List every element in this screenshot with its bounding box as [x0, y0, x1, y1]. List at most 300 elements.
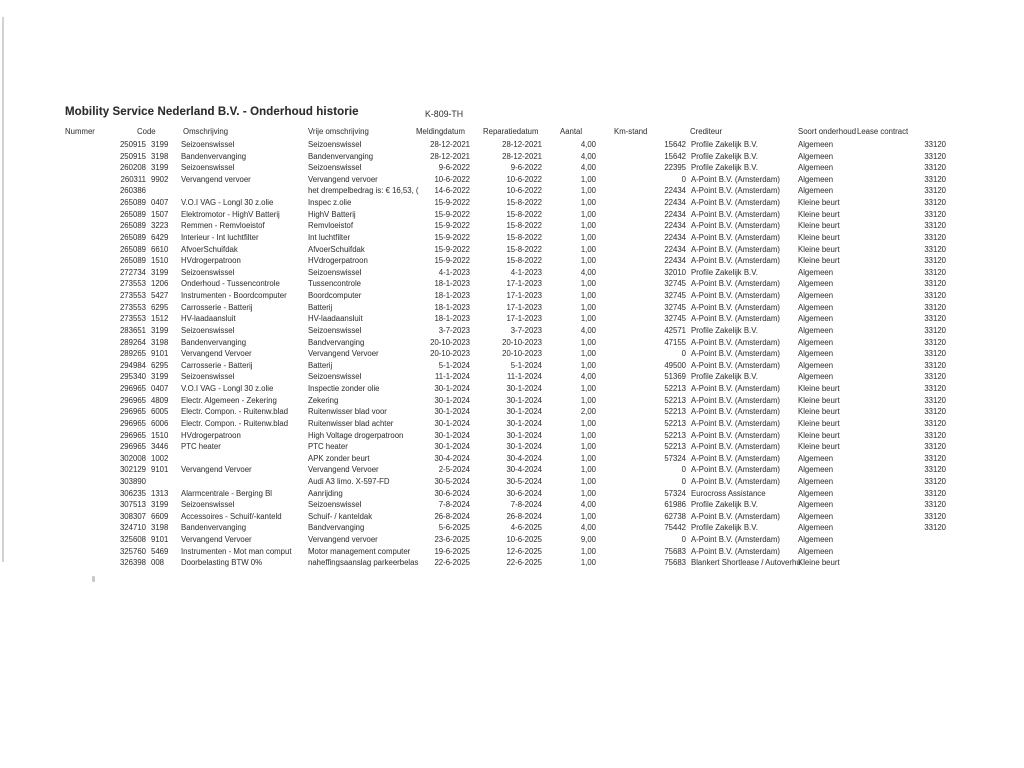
cell-aantal: 9,00: [580, 535, 596, 545]
column-header-vrije_omschrijving: Vrije omschrijving: [308, 127, 369, 136]
cell-reparatiedatum: 15-8-2022: [506, 232, 542, 242]
cell-aantal: 1,00: [580, 442, 596, 452]
cell-km_stand: 75442: [664, 523, 686, 533]
cell-aantal: 1,00: [580, 291, 596, 301]
cell-lease_contract: 33120: [924, 314, 946, 324]
cell-omschrijving: HV-laadaansluit: [181, 314, 236, 324]
cell-soort_onderhoud: Algemeen: [798, 523, 834, 533]
cell-reparatiedatum: 30-1-2024: [506, 430, 542, 440]
cell-meldingdatum: 20-10-2023: [430, 349, 470, 359]
table-row: [0, 383, 1024, 395]
page-title: Mobility Service Nederland B.V. - Onderhoud historie: [65, 106, 359, 118]
cell-vrije_omschrijving: Aanrijding: [308, 488, 343, 498]
cell-omschrijving: Doorbelasting BTW 0%: [181, 558, 263, 568]
cell-soort_onderhoud: Kleine beurt: [798, 244, 840, 254]
cell-crediteur: A-Point B.V. (Amsterdam): [691, 279, 780, 289]
cell-omschrijving: Carrosserie - Batterij: [181, 302, 253, 312]
cell-km_stand: 0: [681, 349, 686, 359]
cell-reparatiedatum: 30-1-2024: [506, 384, 542, 394]
cell-km_stand: 22434: [664, 232, 686, 242]
cell-nummer: 289264: [119, 337, 146, 347]
cell-nummer: 294984: [119, 360, 146, 370]
cell-km_stand: 15642: [664, 151, 686, 161]
cell-lease_contract: 33120: [924, 221, 946, 231]
cell-meldingdatum: 30-1-2024: [434, 430, 470, 440]
cell-meldingdatum: 5-6-2025: [438, 523, 470, 533]
table-row: [0, 430, 1024, 442]
cell-soort_onderhoud: Kleine beurt: [798, 256, 840, 266]
cell-vrije_omschrijving: Inspectie zonder olie: [308, 384, 380, 394]
cell-lease_contract: 33120: [924, 453, 946, 463]
cell-reparatiedatum: 9-6-2022: [510, 163, 542, 173]
cell-soort_onderhoud: Algemeen: [798, 151, 834, 161]
cell-code: 008: [151, 558, 165, 568]
cell-meldingdatum: 19-6-2025: [434, 546, 470, 556]
cell-vrije_omschrijving: HighV Batterij: [308, 209, 356, 219]
cell-lease_contract: 33120: [924, 488, 946, 498]
cell-lease_contract: 33120: [924, 198, 946, 208]
cell-crediteur: A-Point B.V. (Amsterdam): [691, 244, 780, 254]
cell-omschrijving: HVdrogerpatroon: [181, 430, 241, 440]
cell-crediteur: A-Point B.V. (Amsterdam): [691, 465, 780, 475]
cell-omschrijving: AfvoerSchuifdak: [181, 244, 238, 254]
cell-soort_onderhoud: Algemeen: [798, 372, 834, 382]
cell-nummer: 273553: [119, 302, 146, 312]
cell-soort_onderhoud: Algemeen: [798, 476, 834, 486]
table-body: [0, 139, 1024, 579]
cell-nummer: 265089: [119, 209, 146, 219]
cell-nummer: 326398: [119, 558, 146, 568]
cell-soort_onderhoud: Kleine beurt: [798, 407, 840, 417]
cell-vrije_omschrijving: Seizoenswissel: [308, 163, 362, 173]
cell-reparatiedatum: 5-1-2024: [510, 360, 542, 370]
cell-omschrijving: V.O.I VAG - Longl 30 z.olie: [181, 198, 274, 208]
cell-reparatiedatum: 30-1-2024: [506, 395, 542, 405]
cell-reparatiedatum: 30-4-2024: [506, 453, 542, 463]
cell-km_stand: 51369: [664, 372, 686, 382]
cell-crediteur: A-Point B.V. (Amsterdam): [691, 360, 780, 370]
cell-aantal: 2,00: [580, 407, 596, 417]
table-row: [0, 476, 1024, 488]
cell-nummer: 296965: [119, 407, 146, 417]
cell-soort_onderhoud: Kleine beurt: [798, 232, 840, 242]
cell-soort_onderhoud: Algemeen: [798, 314, 834, 324]
cell-soort_onderhoud: Algemeen: [798, 488, 834, 498]
cell-code: 0407: [151, 384, 169, 394]
cell-lease_contract: 33120: [924, 523, 946, 533]
cell-code: 6610: [151, 244, 169, 254]
table-row: [0, 348, 1024, 360]
cell-crediteur: Profile Zakelijk B.V.: [691, 523, 758, 533]
cell-reparatiedatum: 30-4-2024: [506, 465, 542, 475]
cell-nummer: 273553: [119, 279, 146, 289]
cell-meldingdatum: 15-9-2022: [434, 232, 470, 242]
cell-meldingdatum: 18-1-2023: [434, 302, 470, 312]
cell-km_stand: 22434: [664, 221, 686, 231]
cell-km_stand: 42571: [664, 325, 686, 335]
cell-code: 4809: [151, 395, 169, 405]
cell-km_stand: 57324: [664, 488, 686, 498]
cell-lease_contract: 33120: [924, 476, 946, 486]
cell-omschrijving: Electr. Compon. - Ruitenw.blad: [181, 418, 289, 428]
cell-nummer: 296965: [119, 442, 146, 452]
cell-omschrijving: Seizoenswissel: [181, 163, 235, 173]
cell-crediteur: A-Point B.V. (Amsterdam): [691, 256, 780, 266]
cell-vrije_omschrijving: Seizoenswissel: [308, 500, 362, 510]
cell-meldingdatum: 15-9-2022: [434, 256, 470, 266]
cell-omschrijving: Seizoenswissel: [181, 140, 235, 149]
cell-vrije_omschrijving: Vervangend vervoer: [308, 535, 378, 545]
cell-code: 9902: [151, 174, 169, 184]
cell-nummer: 283651: [119, 325, 146, 335]
cell-km_stand: 47155: [664, 337, 686, 347]
table-row: [0, 337, 1024, 349]
cell-lease_contract: 33120: [924, 430, 946, 440]
cell-code: 3198: [151, 337, 169, 347]
table-row: [0, 290, 1024, 302]
cell-soort_onderhoud: Algemeen: [798, 140, 834, 149]
cell-reparatiedatum: 28-12-2021: [502, 140, 542, 149]
cell-crediteur: A-Point B.V. (Amsterdam): [691, 221, 780, 231]
cell-nummer: 308307: [119, 511, 146, 521]
cell-vrije_omschrijving: naheffingsaanslag parkeerbelas: [308, 558, 419, 568]
cell-reparatiedatum: 11-1-2024: [507, 372, 542, 382]
cell-reparatiedatum: 15-8-2022: [506, 256, 542, 266]
cell-aantal: 1,00: [580, 232, 596, 242]
cell-nummer: 303890: [119, 476, 146, 486]
cell-soort_onderhoud: Algemeen: [798, 511, 834, 521]
cell-km_stand: 32745: [664, 302, 686, 312]
cell-omschrijving: Seizoenswissel: [181, 372, 235, 382]
table-row: [0, 244, 1024, 256]
cell-crediteur: A-Point B.V. (Amsterdam): [691, 291, 780, 301]
cell-soort_onderhoud: Algemeen: [798, 267, 834, 277]
cell-nummer: 260311: [120, 174, 146, 184]
cell-crediteur: A-Point B.V. (Amsterdam): [691, 337, 780, 347]
cell-code: 6006: [151, 418, 169, 428]
cell-vrije_omschrijving: Int luchtfilter: [308, 232, 351, 242]
cell-lease_contract: 33120: [924, 372, 946, 382]
cell-crediteur: Profile Zakelijk B.V.: [691, 500, 758, 510]
table-row: [0, 499, 1024, 511]
cell-vrije_omschrijving: het drempelbedrag is: € 16,53, (: [308, 186, 419, 196]
cell-lease_contract: 33120: [924, 267, 946, 277]
table-row: [0, 220, 1024, 232]
cell-lease_contract: 33120: [924, 209, 946, 219]
cell-meldingdatum: 28-12-2021: [430, 151, 470, 161]
cell-aantal: 1,00: [580, 174, 596, 184]
cell-omschrijving: Carrosserie - Batterij: [181, 360, 253, 370]
cell-nummer: 250915: [119, 140, 146, 149]
cell-km_stand: 22434: [664, 186, 686, 196]
cell-omschrijving: Interieur - Int luchtfilter: [181, 232, 259, 242]
cell-km_stand: 62738: [664, 511, 686, 521]
cell-soort_onderhoud: Algemeen: [798, 337, 834, 347]
cell-crediteur: Profile Zakelijk B.V.: [691, 163, 758, 173]
cell-meldingdatum: 22-6-2025: [434, 558, 470, 568]
cell-code: 6295: [151, 302, 169, 312]
cell-aantal: 1,00: [580, 558, 596, 568]
table-row: [0, 197, 1024, 209]
cell-crediteur: A-Point B.V. (Amsterdam): [691, 395, 780, 405]
cell-vrije_omschrijving: Motor management computer: [308, 546, 411, 556]
cell-code: 1313: [151, 488, 169, 498]
cell-aantal: 4,00: [580, 267, 596, 277]
cell-meldingdatum: 18-1-2023: [434, 314, 470, 324]
column-header-reparatiedatum: Reparatiedatum: [483, 127, 539, 136]
cell-crediteur: A-Point B.V. (Amsterdam): [691, 314, 780, 324]
cell-reparatiedatum: 15-8-2022: [506, 221, 542, 231]
license-plate: K-809-TH: [425, 109, 464, 119]
cell-meldingdatum: 2-5-2024: [438, 465, 470, 475]
cell-crediteur: A-Point B.V. (Amsterdam): [691, 453, 780, 463]
cell-km_stand: 75683: [664, 546, 686, 556]
table-row: [0, 395, 1024, 407]
cell-crediteur: A-Point B.V. (Amsterdam): [691, 174, 780, 184]
cell-soort_onderhoud: Algemeen: [798, 291, 834, 301]
table-row: [0, 162, 1024, 174]
cell-km_stand: 32010: [664, 267, 686, 277]
column-header-omschrijving: Omschrijving: [183, 127, 229, 136]
cell-meldingdatum: 23-6-2025: [434, 535, 470, 545]
cell-nummer: 296965: [119, 430, 146, 440]
cell-soort_onderhoud: Algemeen: [798, 325, 834, 335]
table-row: [0, 511, 1024, 523]
cell-aantal: 1,00: [580, 395, 596, 405]
cell-vrije_omschrijving: APK zonder beurt: [308, 453, 370, 463]
cell-omschrijving: Vervangend Vervoer: [181, 535, 252, 545]
cell-aantal: 1,00: [580, 209, 596, 219]
cell-lease_contract: 33120: [924, 279, 946, 289]
cell-nummer: 265089: [119, 232, 146, 242]
cell-reparatiedatum: 30-6-2024: [506, 488, 542, 498]
cell-crediteur: A-Point B.V. (Amsterdam): [691, 430, 780, 440]
table-row: [0, 557, 1024, 569]
cell-nummer: 302008: [119, 453, 146, 463]
table-row: [0, 441, 1024, 453]
cell-code: 6429: [151, 232, 169, 242]
cell-aantal: 1,00: [580, 418, 596, 428]
cell-soort_onderhoud: Kleine beurt: [798, 198, 840, 208]
table-row: [0, 267, 1024, 279]
cell-meldingdatum: 9-6-2022: [438, 163, 470, 173]
cell-meldingdatum: 30-1-2024: [434, 395, 470, 405]
cell-code: 1510: [151, 430, 169, 440]
cell-code: 3199: [151, 140, 169, 149]
cell-nummer: 307513: [119, 500, 146, 510]
cell-lease_contract: 33120: [924, 407, 946, 417]
table-row: [0, 185, 1024, 197]
cell-omschrijving: Bandenvervanging: [181, 151, 247, 161]
cell-vrije_omschrijving: Seizoenswissel: [308, 140, 362, 149]
cell-meldingdatum: 14-6-2022: [434, 186, 470, 196]
table-row: [0, 488, 1024, 500]
cell-omschrijving: Electr. Algemeen - Zekering: [181, 395, 277, 405]
column-header-km_stand: Km-stand: [614, 127, 648, 136]
cell-vrije_omschrijving: High Voltage drogerpatroon: [308, 430, 404, 440]
table-row: [0, 302, 1024, 314]
cell-meldingdatum: 11-1-2024: [435, 372, 470, 382]
cell-km_stand: 52213: [664, 442, 686, 452]
cell-km_stand: 15642: [664, 140, 686, 149]
cell-crediteur: A-Point B.V. (Amsterdam): [691, 442, 780, 452]
cell-crediteur: Profile Zakelijk B.V.: [691, 372, 758, 382]
cell-soort_onderhoud: Algemeen: [798, 546, 834, 556]
cell-nummer: 272734: [119, 267, 146, 277]
cell-aantal: 1,00: [580, 476, 596, 486]
cell-vrije_omschrijving: PTC heater: [308, 442, 348, 452]
table-row: [0, 453, 1024, 465]
cell-km_stand: 61986: [664, 500, 686, 510]
cell-reparatiedatum: 30-1-2024: [506, 407, 542, 417]
cell-meldingdatum: 28-12-2021: [430, 140, 470, 149]
cell-lease_contract: 33120: [924, 325, 946, 335]
table-row: [0, 255, 1024, 267]
cell-aantal: 1,00: [580, 511, 596, 521]
table-row: [0, 534, 1024, 546]
cell-meldingdatum: 30-1-2024: [434, 442, 470, 452]
cell-soort_onderhoud: Kleine beurt: [798, 558, 840, 568]
cell-crediteur: Profile Zakelijk B.V.: [691, 140, 758, 149]
cell-lease_contract: 33120: [924, 337, 946, 347]
cell-km_stand: 22395: [664, 163, 686, 173]
cell-meldingdatum: 4-1-2023: [438, 267, 470, 277]
cell-nummer: 260208: [119, 163, 146, 173]
cell-code: 9101: [151, 349, 169, 359]
cell-km_stand: 32745: [664, 279, 686, 289]
cell-lease_contract: 33120: [924, 302, 946, 312]
cell-vrije_omschrijving: Seizoenswissel: [308, 325, 362, 335]
cell-km_stand: 75683: [664, 558, 686, 568]
cell-code: 3199: [151, 500, 169, 510]
cell-vrije_omschrijving: Bandvervanging: [308, 337, 365, 347]
cell-lease_contract: 33120: [924, 163, 946, 173]
cell-aantal: 1,00: [580, 337, 596, 347]
cell-aantal: 1,00: [580, 244, 596, 254]
cell-omschrijving: Bandenvervanging: [181, 337, 247, 347]
cell-aantal: 4,00: [580, 372, 596, 382]
cell-reparatiedatum: 17-1-2023: [506, 314, 542, 324]
cell-soort_onderhoud: Algemeen: [798, 349, 834, 359]
cell-lease_contract: 33120: [924, 140, 946, 149]
cell-meldingdatum: 7-8-2024: [438, 500, 470, 510]
column-header-nummer: Nummer: [65, 127, 95, 136]
cell-soort_onderhoud: Algemeen: [798, 163, 834, 173]
cell-lease_contract: 33120: [924, 256, 946, 266]
cell-crediteur: A-Point B.V. (Amsterdam): [691, 476, 780, 486]
table-row: [0, 174, 1024, 186]
cell-code: 3223: [151, 221, 169, 231]
cell-reparatiedatum: 4-1-2023: [510, 267, 542, 277]
cell-vrije_omschrijving: AfvoerSchuifdak: [308, 244, 365, 254]
table-row: [0, 325, 1024, 337]
cell-aantal: 4,00: [580, 523, 596, 533]
cell-reparatiedatum: 20-10-2023: [502, 349, 542, 359]
cell-omschrijving: Alarmcentrale - Berging Bl: [181, 488, 273, 498]
cell-vrije_omschrijving: Vervangend Vervoer: [308, 465, 379, 475]
cell-aantal: 1,00: [580, 430, 596, 440]
cell-crediteur: Blankert Shortlease / Autoverhu: [691, 558, 801, 568]
cell-reparatiedatum: 15-8-2022: [506, 198, 542, 208]
cell-crediteur: A-Point B.V. (Amsterdam): [691, 511, 780, 521]
cell-aantal: 1,00: [580, 465, 596, 475]
cell-km_stand: 0: [681, 476, 686, 486]
cell-meldingdatum: 15-9-2022: [434, 209, 470, 219]
cell-omschrijving: Seizoenswissel: [181, 325, 235, 335]
cell-nummer: 265089: [119, 198, 146, 208]
cell-crediteur: Profile Zakelijk B.V.: [691, 267, 758, 277]
table-row: [0, 464, 1024, 476]
column-header-soort_onderhoud: Soort onderhoud: [798, 127, 857, 136]
cell-crediteur: A-Point B.V. (Amsterdam): [691, 535, 780, 545]
cell-soort_onderhoud: Kleine beurt: [798, 209, 840, 219]
cell-soort_onderhoud: Algemeen: [798, 279, 834, 289]
cell-km_stand: 22434: [664, 256, 686, 266]
cell-omschrijving: Instrumenten - Boordcomputer: [181, 291, 287, 301]
cell-aantal: 1,00: [580, 384, 596, 394]
cell-nummer: 296965: [119, 395, 146, 405]
cell-omschrijving: Seizoenswissel: [181, 500, 235, 510]
cell-crediteur: A-Point B.V. (Amsterdam): [691, 209, 780, 219]
cell-lease_contract: 33120: [924, 500, 946, 510]
cell-nummer: 265089: [119, 244, 146, 254]
cell-code: 5427: [151, 291, 169, 301]
cell-lease_contract: 33120: [924, 349, 946, 359]
cell-omschrijving: Instrumenten - Mot man comput: [181, 546, 292, 556]
cell-meldingdatum: 18-1-2023: [434, 279, 470, 289]
cell-meldingdatum: 30-4-2024: [434, 453, 470, 463]
cell-code: 5469: [151, 546, 169, 556]
cell-nummer: 250915: [119, 151, 146, 161]
table-row: [0, 371, 1024, 383]
column-header-crediteur: Crediteur: [690, 127, 723, 136]
cell-omschrijving: Bandenvervanging: [181, 523, 247, 533]
table-row: [0, 360, 1024, 372]
cell-reparatiedatum: 30-1-2024: [506, 442, 542, 452]
cell-omschrijving: Remmen - Remvloeistof: [181, 221, 265, 231]
cell-vrije_omschrijving: HVdrogerpatroon: [308, 256, 368, 266]
cell-nummer: 273553: [119, 314, 146, 324]
cell-code: 1510: [151, 256, 169, 266]
cell-aantal: 4,00: [580, 500, 596, 510]
cell-aantal: 1,00: [580, 279, 596, 289]
cell-vrije_omschrijving: Audi A3 limo. X-597-FD: [308, 476, 390, 486]
cell-meldingdatum: 18-1-2023: [434, 291, 470, 301]
column-header-code: Code: [137, 127, 156, 136]
cell-km_stand: 0: [681, 465, 686, 475]
cell-vrije_omschrijving: Seizoenswissel: [308, 372, 362, 382]
cell-aantal: 4,00: [580, 325, 596, 335]
cell-lease_contract: 33120: [924, 511, 946, 521]
cell-soort_onderhoud: Kleine beurt: [798, 221, 840, 231]
cell-code: 3446: [151, 442, 169, 452]
cell-vrije_omschrijving: Tussencontrole: [308, 279, 362, 289]
cell-meldingdatum: 15-9-2022: [434, 244, 470, 254]
table-row: [0, 232, 1024, 244]
cell-km_stand: 49500: [664, 360, 686, 370]
cell-soort_onderhoud: Algemeen: [798, 500, 834, 510]
cell-meldingdatum: 15-9-2022: [434, 198, 470, 208]
cell-lease_contract: 33120: [924, 174, 946, 184]
cell-aantal: 4,00: [580, 140, 596, 149]
cell-km_stand: 52213: [664, 418, 686, 428]
cell-code: 9101: [151, 465, 169, 475]
cell-lease_contract: 33120: [924, 442, 946, 452]
cell-soort_onderhoud: Algemeen: [798, 174, 834, 184]
cell-aantal: 4,00: [580, 163, 596, 173]
cell-km_stand: 32745: [664, 314, 686, 324]
cell-nummer: 302129: [119, 465, 146, 475]
